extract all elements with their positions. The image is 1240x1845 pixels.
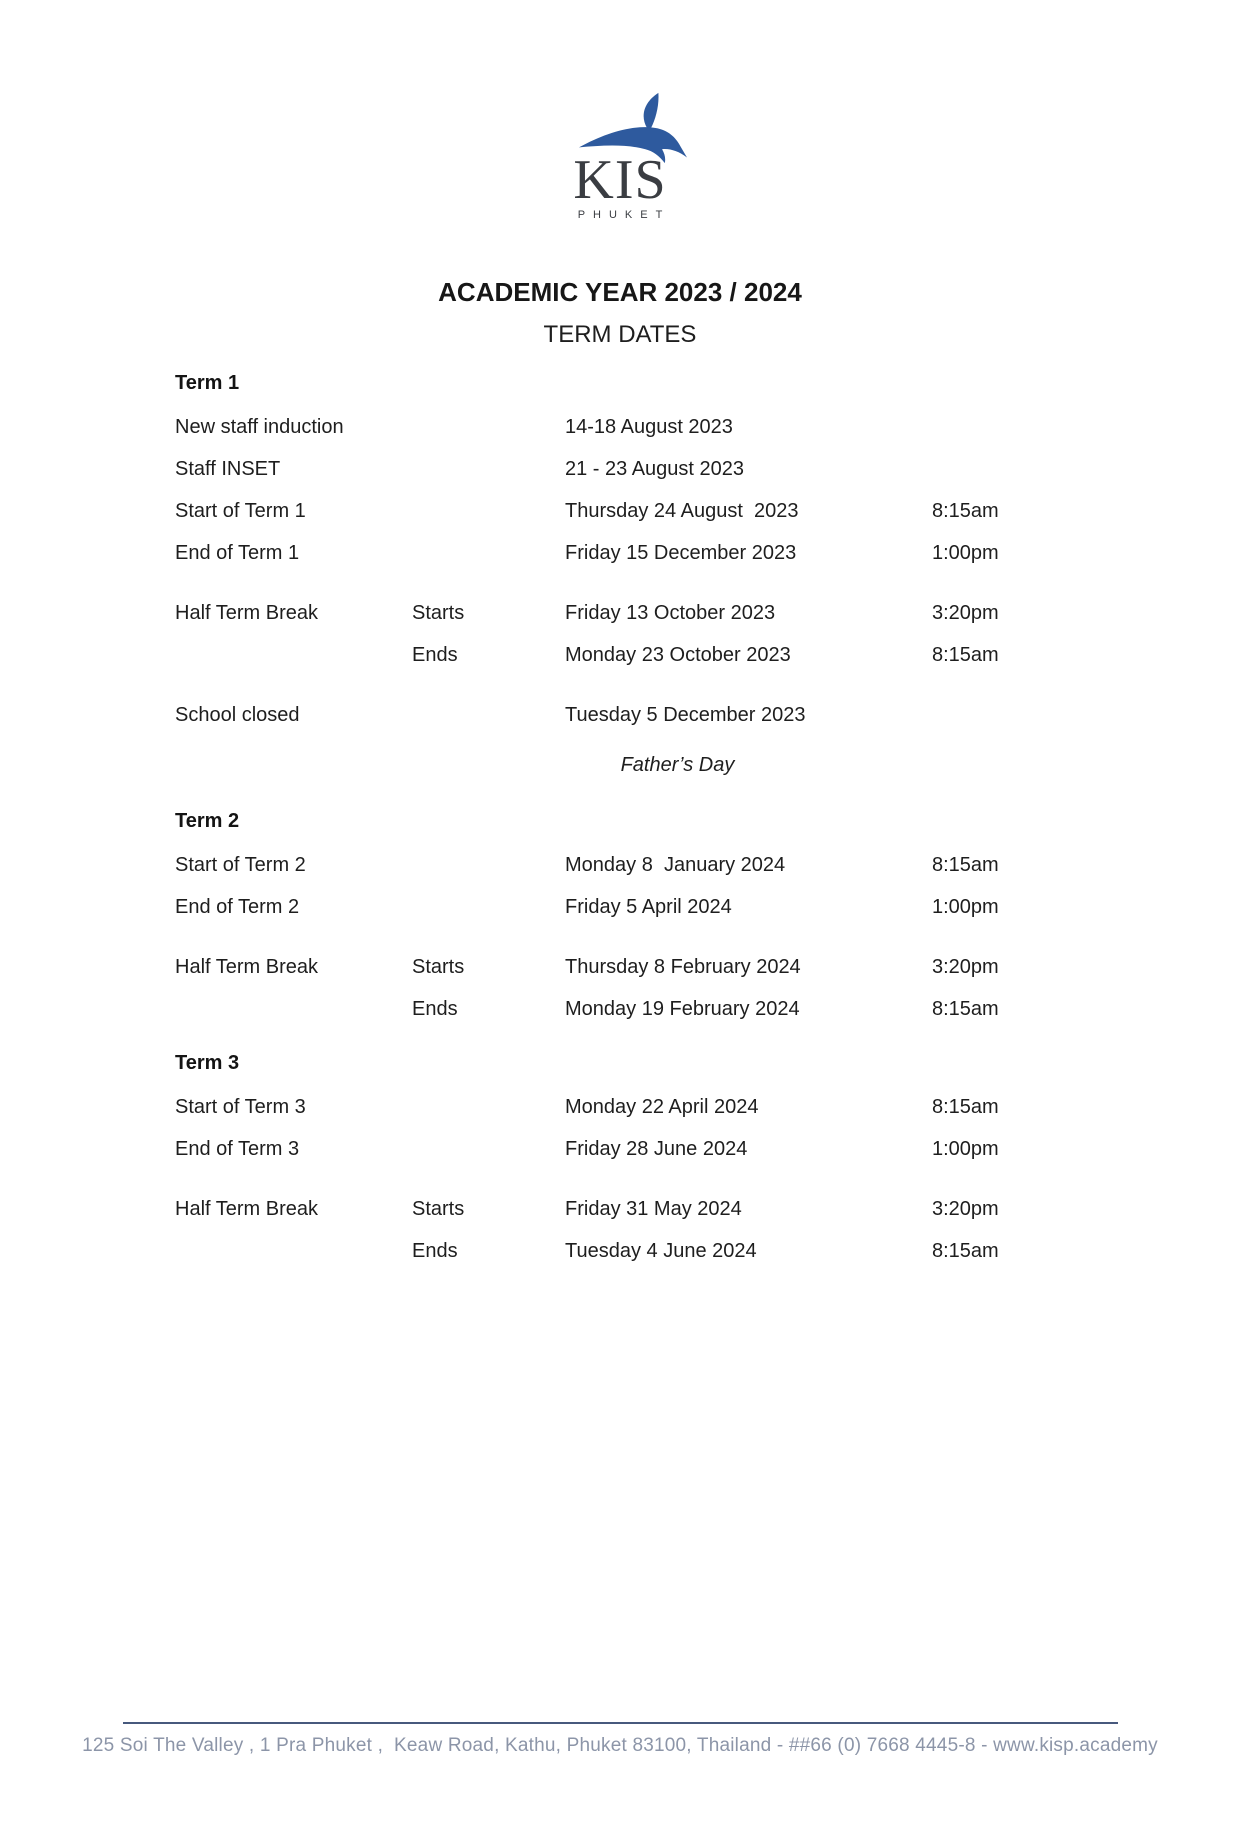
event-time: 3:20pm [932, 1198, 999, 1220]
event-date: Monday 19 February 2024 [565, 998, 800, 1020]
event-sublabel: Starts [412, 1198, 465, 1220]
event-date: Friday 13 October 2023 [565, 602, 776, 624]
event-date: Monday 8 January 2024 [565, 854, 786, 876]
event-date: Friday 15 December 2023 [565, 542, 797, 564]
section-heading: Term 3 [175, 1052, 240, 1074]
footer-divider [123, 1722, 1118, 1724]
term-event-row [175, 1095, 1180, 1119]
event-date-with-note [565, 703, 932, 779]
event-time: 3:20pm [932, 956, 999, 978]
event-label: School closed [175, 704, 300, 726]
event-label: Half Term Break [175, 602, 319, 624]
event-time: 1:00pm [932, 896, 999, 918]
event-label: Start of Term 3 [175, 1096, 306, 1118]
term-event-row [175, 955, 1180, 979]
event-label: End of Term 1 [175, 542, 300, 564]
event-label: End of Term 3 [175, 1138, 300, 1160]
event-date: Monday 23 October 2023 [565, 644, 791, 666]
event-label: Start of Term 2 [175, 854, 306, 876]
event-time: 1:00pm [932, 542, 999, 564]
event-date: Monday 22 April 2024 [565, 1096, 759, 1118]
term-event-row [175, 1239, 1180, 1263]
term-event-row [175, 457, 1180, 481]
event-time: 1:00pm [932, 1138, 999, 1160]
term-event-row [175, 541, 1180, 565]
term-event-row [175, 601, 1180, 625]
event-date: 14-18 August 2023 [565, 416, 733, 438]
event-date: Friday 5 April 2024 [565, 896, 732, 918]
event-note: Father’s Day [620, 754, 735, 776]
event-date: Thursday 24 August 2023 [565, 500, 799, 522]
section-term-1 [175, 371, 1180, 779]
event-date: Thursday 8 February 2024 [565, 956, 801, 978]
event-sublabel: Starts [412, 602, 465, 624]
kis-logo [535, 92, 705, 221]
footer-address: 125 Soi The Valley , 1 Pra Phuket , Keaw Road, Kathu, Phuket 83100, Thailand - ##66 (0) 7668 4445-8 - www.kisp.academy [82, 1735, 1158, 1756]
page-subtitle: TERM DATES [543, 321, 697, 348]
event-sublabel: Ends [412, 644, 458, 666]
section-term-3 [175, 1051, 1180, 1263]
term-event-row [175, 895, 1180, 919]
event-time: 8:15am [932, 1240, 999, 1262]
event-time: 8:15am [932, 644, 999, 666]
event-date: Friday 31 May 2024 [565, 1198, 742, 1220]
event-label: Half Term Break [175, 956, 319, 978]
event-label: Start of Term 1 [175, 500, 306, 522]
event-date: Tuesday 4 June 2024 [565, 1240, 757, 1262]
event-time: 8:15am [932, 854, 999, 876]
term-event-row [175, 1137, 1180, 1161]
term-event-row [175, 499, 1180, 523]
event-label: Half Term Break [175, 1198, 319, 1220]
term-dates-document [0, 92, 1240, 1845]
term-event-row [175, 643, 1180, 667]
event-sublabel: Ends [412, 998, 458, 1020]
section-term-2 [175, 809, 1180, 1021]
event-label: Staff INSET [175, 458, 281, 480]
section-heading: Term 1 [175, 372, 240, 394]
term-event-row [175, 415, 1180, 439]
term-dates-content [0, 371, 1240, 1263]
term-event-row [175, 703, 1180, 779]
term-event-row [175, 853, 1180, 877]
logo-subtitle: PHUKET [577, 209, 671, 221]
event-time: 8:15am [932, 1096, 999, 1118]
page-title: ACADEMIC YEAR 2023 / 2024 [438, 277, 802, 307]
event-sublabel: Starts [412, 956, 465, 978]
event-time: 8:15am [932, 500, 999, 522]
event-label: End of Term 2 [175, 896, 300, 918]
event-date: 21 - 23 August 2023 [565, 458, 745, 480]
term-event-row [175, 1197, 1180, 1221]
event-label: New staff induction [175, 416, 344, 438]
section-heading: Term 2 [175, 810, 240, 832]
logo-wordmark: KIS [573, 149, 667, 211]
event-time: 8:15am [932, 998, 999, 1020]
event-time: 3:20pm [932, 602, 999, 624]
event-date: Tuesday 5 December 2023 [565, 704, 806, 726]
event-sublabel: Ends [412, 1240, 458, 1262]
event-date: Friday 28 June 2024 [565, 1138, 748, 1160]
term-event-row [175, 997, 1180, 1021]
